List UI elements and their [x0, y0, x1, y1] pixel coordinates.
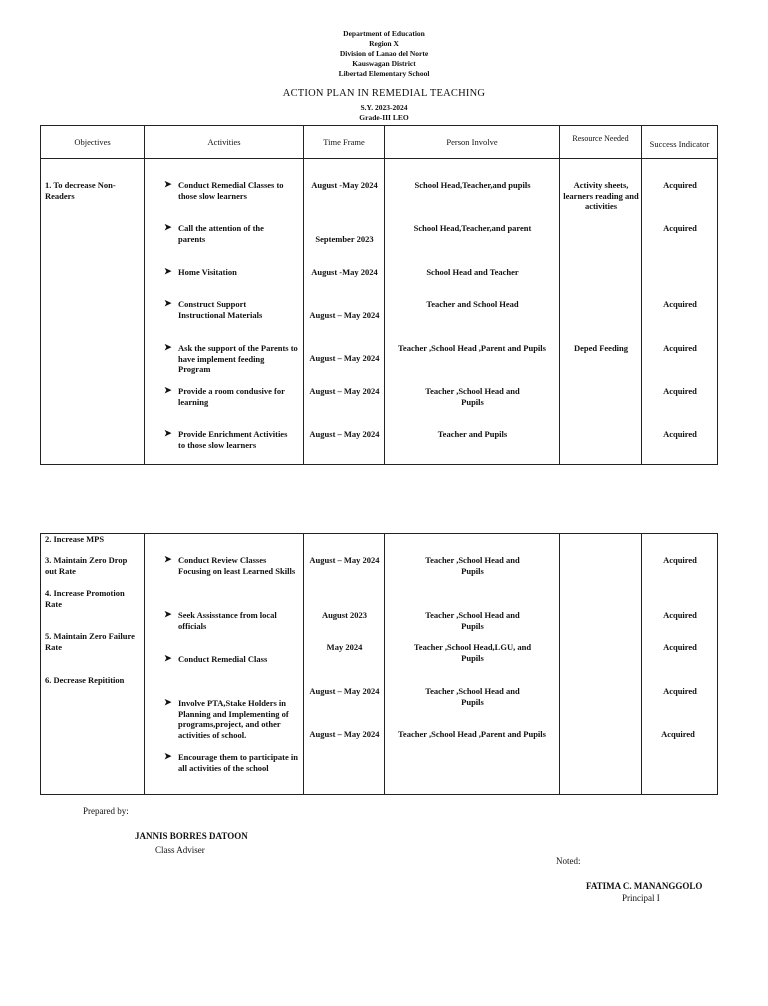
- column-header-resource-needed: Resource Needed: [560, 126, 642, 159]
- indicator-value: Acquired: [663, 180, 697, 190]
- person-involve-value: Teacher ,School Head,LGU, and Pupils: [413, 642, 532, 663]
- person-involve-value: Teacher and School Head: [426, 299, 519, 309]
- time-frame-value: August – May 2024: [309, 310, 380, 320]
- person-involve-value: Teacher ,School Head and Pupils: [425, 386, 520, 407]
- document-title: ACTION PLAN IN REMEDIAL TEACHING: [282, 88, 486, 99]
- header-region: Region X: [369, 39, 399, 48]
- time-frame-value: August 2023: [321, 610, 368, 620]
- indicator-value: Acquired: [663, 429, 697, 439]
- arrowhead-bullet-icon: ➤: [164, 342, 172, 352]
- time-frame-cell: [304, 534, 385, 795]
- person-involve-cell: [385, 534, 560, 795]
- noted-by-name: FATIMA C. MANANGGOLO: [586, 881, 703, 891]
- activities-cell: [145, 159, 304, 465]
- action-plan-table-2: [40, 533, 718, 795]
- prepared-by-name: JANNIS BORRES DATOON: [135, 831, 248, 841]
- indicator-value: Acquired: [663, 555, 697, 565]
- prepared-by-role: Class Adviser: [155, 845, 205, 855]
- resource-needed-cell: [560, 159, 642, 465]
- activity-item: Home Visitation: [178, 267, 237, 277]
- time-frame-value: August – May 2024: [309, 386, 380, 396]
- activities-cell: [145, 534, 304, 795]
- time-frame-value: August – May 2024: [309, 353, 380, 363]
- person-involve-value: School Head,Teacher,and pupils: [414, 180, 531, 190]
- noted-by-role: Principal I: [622, 893, 660, 903]
- person-involve-cell: [385, 159, 560, 465]
- person-involve-value: Teacher ,School Head and Pupils: [425, 555, 520, 576]
- indicator-value: Acquired: [663, 299, 697, 309]
- person-involve-value: School Head,Teacher,and parent: [413, 223, 532, 233]
- arrowhead-bullet-icon: ➤: [164, 266, 172, 276]
- activity-item: Conduct Remedial Classes to those slow learners: [178, 180, 284, 201]
- indicator-value: Acquired: [661, 729, 695, 739]
- person-involve-value: Teacher ,School Head and Pupils: [425, 610, 520, 631]
- column-header-person-involve: Person Involve: [385, 126, 560, 159]
- indicator-value: Acquired: [663, 610, 697, 620]
- activity-item: Conduct Review Classes Focusing on least Learned Skills: [178, 555, 296, 576]
- column-header-objectives: Objectives: [41, 126, 145, 159]
- header-district: Kauswagan District: [352, 59, 416, 68]
- arrowhead-bullet-icon: ➤: [164, 179, 172, 189]
- arrowhead-bullet-icon: ➤: [164, 298, 172, 308]
- arrowhead-bullet-icon: ➤: [164, 222, 172, 232]
- time-frame-value: August – May 2024: [309, 555, 380, 565]
- person-involve-value: Teacher ,School Head and Pupils: [425, 686, 520, 707]
- arrowhead-bullet-icon: ➤: [164, 385, 172, 395]
- time-frame-value: May 2024: [326, 642, 363, 652]
- header-division: Division of Lanao del Norte: [339, 49, 429, 58]
- column-header-time-frame: Time Frame: [304, 126, 385, 159]
- time-frame-value: August – May 2024: [309, 686, 380, 696]
- objective-text: 5. Maintain Zero Failure Rate: [45, 631, 135, 652]
- objective-text: 4. Increase Promotion Rate: [45, 588, 125, 609]
- objective-text: 3. Maintain Zero Drop out Rate: [45, 555, 128, 576]
- school-year: S.Y. 2023-2024: [360, 103, 408, 112]
- objective-text: 2. Increase MPS: [45, 534, 105, 544]
- time-frame-cell: [304, 159, 385, 465]
- success-indicator-cell: [642, 534, 718, 795]
- header-department: Department of Education: [343, 29, 425, 38]
- activity-item: Provide Enrichment Activities to those slow learners: [178, 429, 288, 450]
- indicator-value: Acquired: [663, 343, 697, 353]
- activity-item: Call the attention of the parents: [178, 223, 264, 244]
- column-header-activities: Activities: [145, 126, 304, 159]
- indicator-value: Acquired: [663, 642, 697, 652]
- time-frame-value: August – May 2024: [309, 429, 380, 439]
- arrowhead-bullet-icon: ➤: [164, 653, 172, 663]
- objectives-cell: [41, 534, 145, 795]
- activity-item: Construct Support Instructional Materials: [178, 299, 263, 320]
- activity-item: Ask the support of the Parents to have implement feeding Program: [178, 343, 298, 374]
- time-frame-value: August -May 2024: [311, 180, 378, 190]
- person-involve-value: School Head and Teacher: [426, 267, 519, 277]
- column-header-success-indicator: Success Indicator: [642, 126, 718, 159]
- grade-section: Grade-III LEO: [359, 113, 409, 122]
- objective-text: 1. To decrease Non-Readers: [45, 180, 116, 201]
- person-involve-value: Teacher and Pupils: [437, 429, 508, 439]
- activity-item: Seek Assisstance from local officials: [178, 610, 277, 631]
- resource-value: Activity sheets, learners reading and activities: [563, 180, 639, 211]
- objectives-cell: [41, 159, 145, 465]
- arrowhead-bullet-icon: ➤: [164, 697, 172, 707]
- arrowhead-bullet-icon: ➤: [164, 428, 172, 438]
- activity-item: Encourage them to participate in all activities of the school: [178, 752, 298, 773]
- person-involve-value: Teacher ,School Head ,Parent and Pupils: [398, 343, 546, 353]
- activity-item: Provide a room condusive for learning: [178, 386, 285, 407]
- indicator-value: Acquired: [663, 386, 697, 396]
- prepared-by-label: Prepared by:: [83, 806, 129, 816]
- activity-item: Conduct Remedial Class: [178, 654, 268, 664]
- arrowhead-bullet-icon: ➤: [164, 554, 172, 564]
- resource-value: Deped Feeding: [573, 343, 629, 353]
- success-indicator-cell: [642, 159, 718, 465]
- noted-label: Noted:: [556, 856, 581, 866]
- arrowhead-bullet-icon: ➤: [164, 609, 172, 619]
- indicator-value: Acquired: [663, 686, 697, 696]
- time-frame-value: August -May 2024: [311, 267, 378, 277]
- indicator-value: Acquired: [663, 223, 697, 233]
- action-plan-table-1: [40, 125, 718, 465]
- objective-text: 6. Decrease Repitition: [45, 675, 125, 685]
- arrowhead-bullet-icon: ➤: [164, 751, 172, 761]
- header-school: Libertad Elementary School: [338, 69, 430, 78]
- person-involve-value: Teacher ,School Head ,Parent and Pupils: [398, 729, 546, 739]
- resource-needed-cell: [560, 534, 642, 795]
- activity-item: Involve PTA,Stake Holders in Planning and Implementing of programs,project, and other activities of school.: [178, 698, 289, 740]
- time-frame-value: September 2023: [315, 234, 374, 244]
- time-frame-value: August – May 2024: [309, 729, 380, 739]
